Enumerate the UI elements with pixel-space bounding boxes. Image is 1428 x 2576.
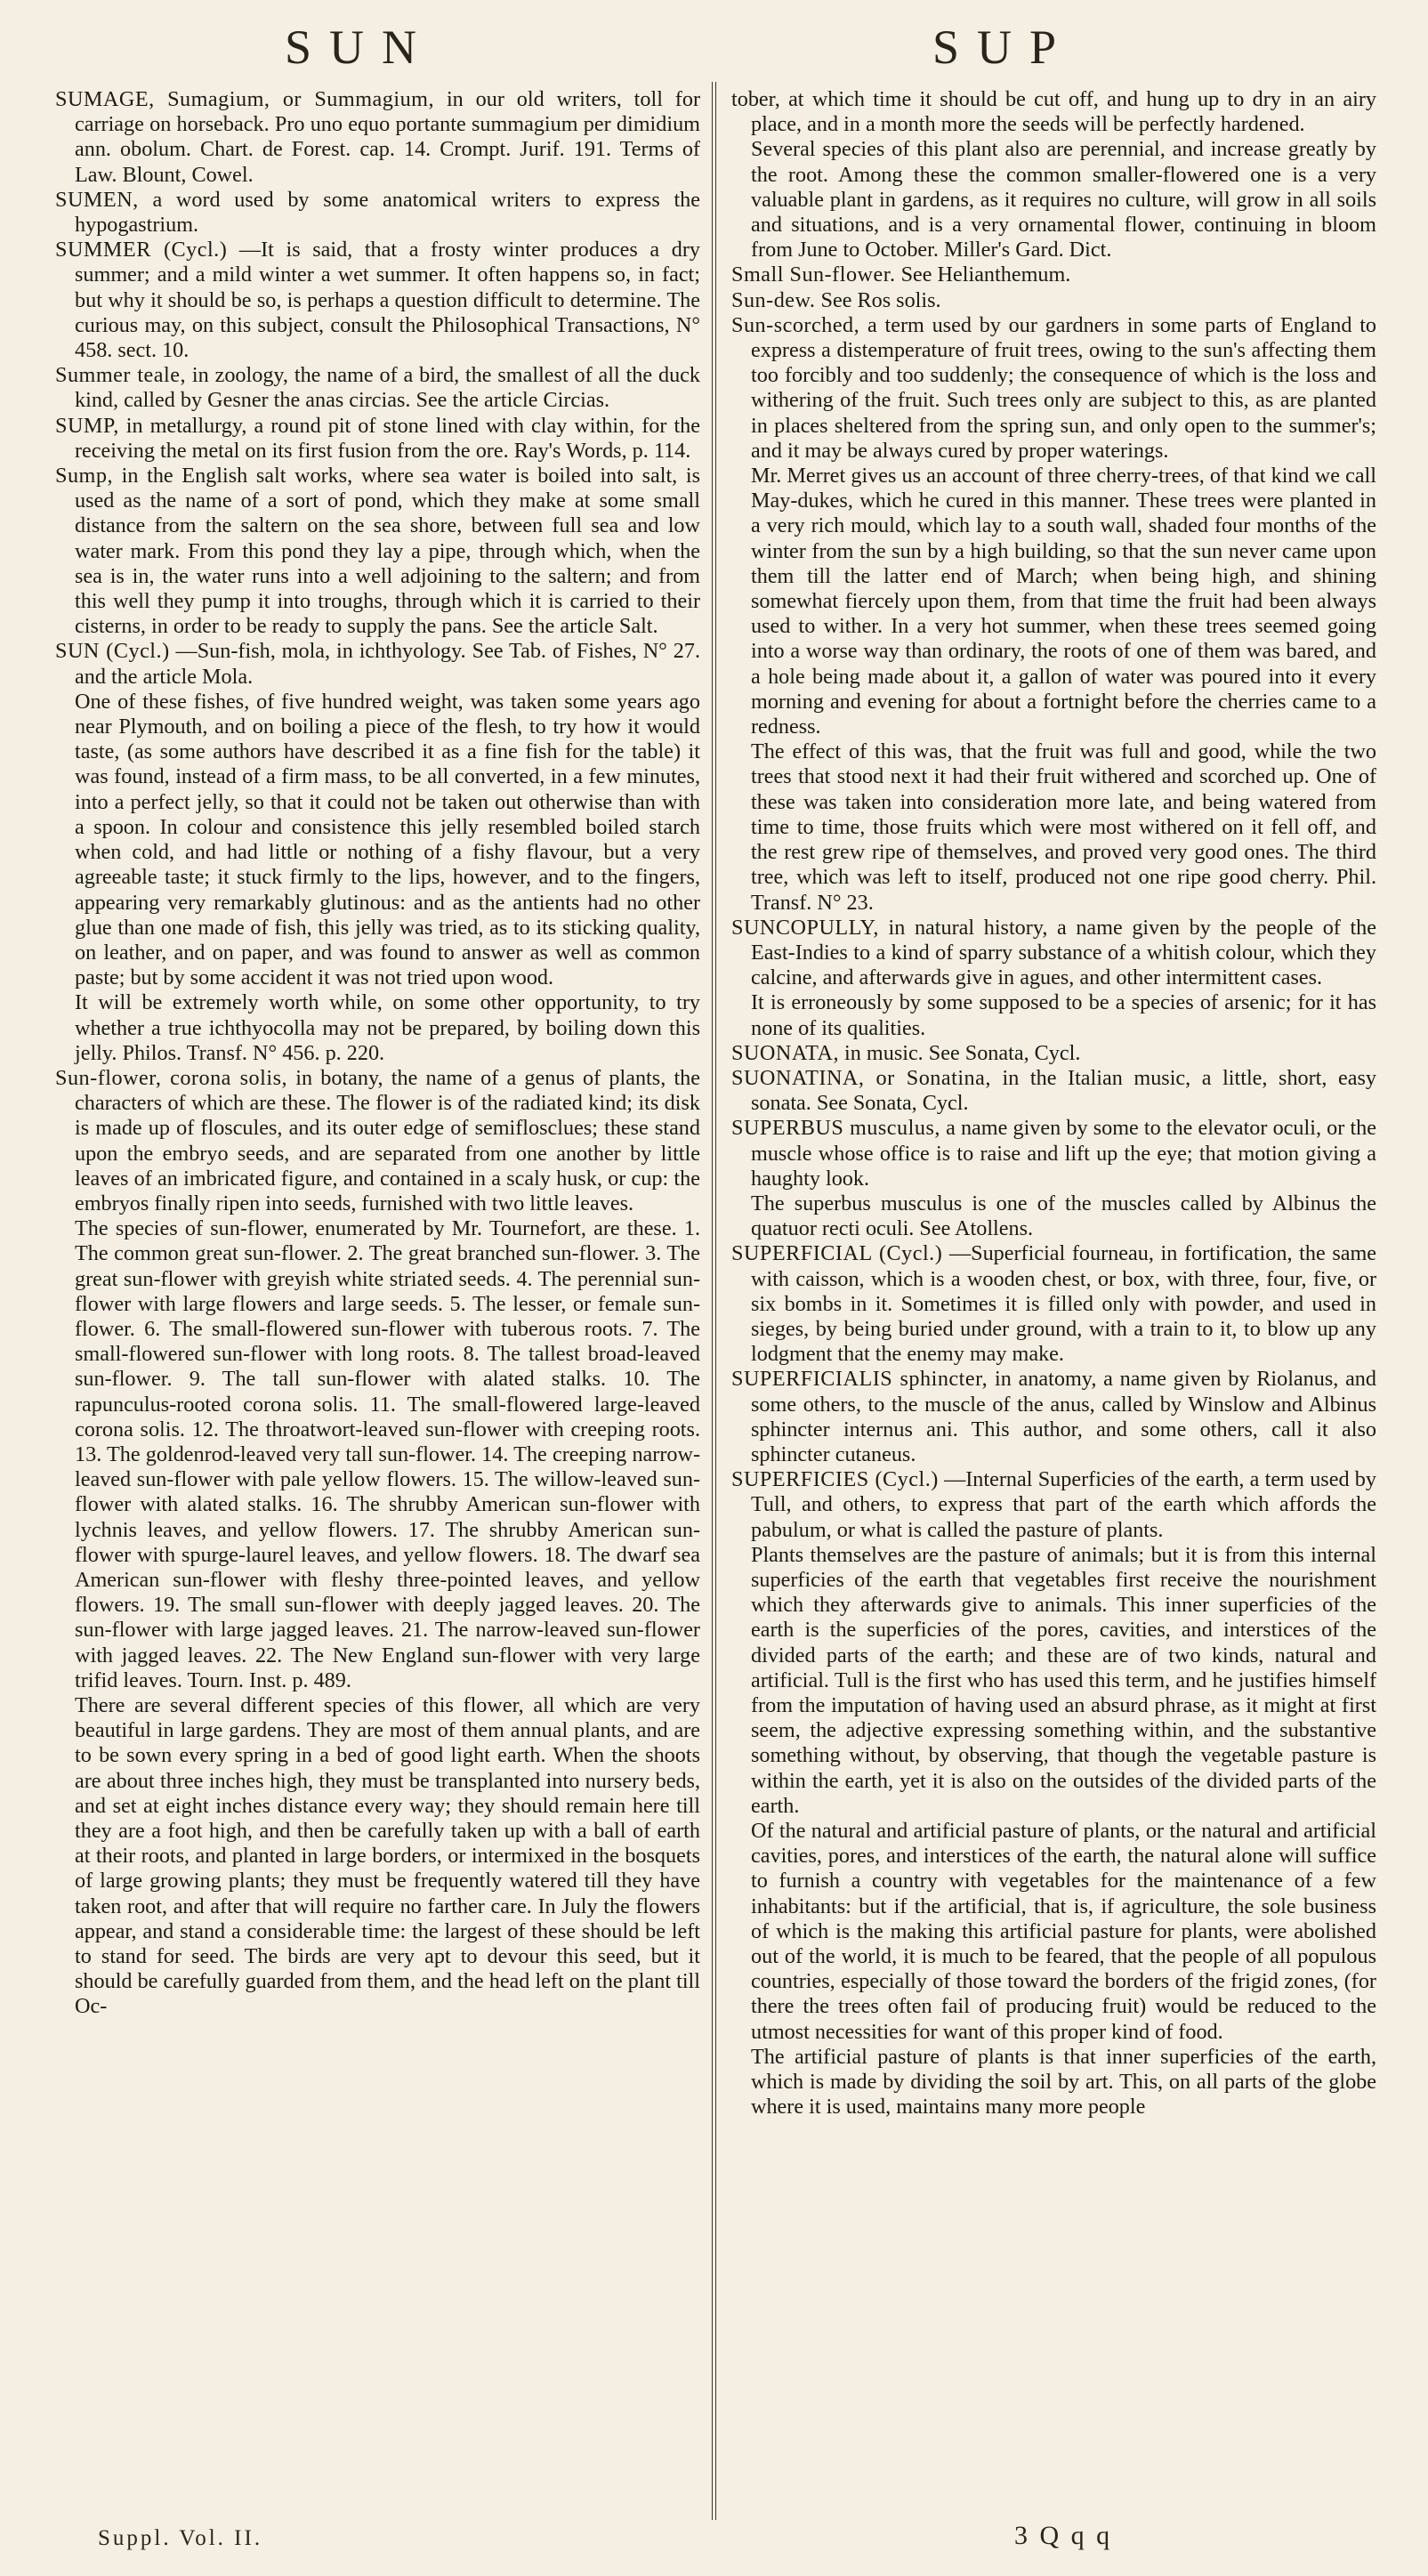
entry-paragraph xyxy=(731,2045,1376,2120)
entry-text: in natural history, a name given by the people of the East-Indies to a kind of sparry substance of a whitish colour, which they calcine, and afterwards give in agues, and other intermittent cases. xyxy=(751,915,1376,990)
dictionary-entry xyxy=(55,1066,700,2020)
entry-text: in anatomy, a name given by Riolanus, and some others, to the muscle of the anus, called by Winslow and Albinus sphincter internus ani. This author, and some others, call it also sphincter cutaneus. xyxy=(751,1367,1376,1466)
entry-paragraph xyxy=(55,188,700,238)
entry-headword: SUMMER (Cycl.) xyxy=(55,238,228,262)
entry-text: in metallurgy, a round pit of stone lined with clay within, for the receiving the metal on its first fusion from the ore. Ray's Words, p. 114. xyxy=(75,413,700,463)
entry-text: The artificial pasture of plants is that inner superficies of the earth, which is made by dividing the soil by art. This, on all parts of the globe where it is used, maintains many more people xyxy=(751,2044,1376,2120)
column-rule-double xyxy=(715,82,716,2520)
entry-paragraph xyxy=(731,1367,1376,1467)
entry-text: One of these fishes, of five hundred weight, was taken some years ago near Plymouth, and on boiling a piece of the flesh, to try how it would taste, (as some authors have described it as a fine fish for the table) it was found, instead of a firm mass, to be all converted, in a few minutes, into a perfect jelly, so that it could not be taken out otherwise than with a spoon. In colour and consistence this jelly resembled boiled starch when cold, and had little or nothing of a fishy flavour, but a very agreeable taste; it stuck firmly to the lips, however, and to the fingers, appearing very remarkably glutinous: and as the antients had no other glue than one made of fish, this jelly was tried, as to its sticking quality, on leather, and on paper, and was found to answer as well as common paste; but by some accident it was not tried upon wood. xyxy=(75,689,700,990)
entry-paragraph xyxy=(55,414,700,464)
entry-text: There are several different species of this flower, all which are very beautiful in large gardens. They are most of them annual plants, and are to be sown every spring in a bed of good light earth. When the shoots are about three inches high, they must be transplanted into nursery beds, and set at eight inches distance every way; they should remain here till they are a foot high, and then be carefully taken up with a ball of earth at their roots, and planted in large borders, or intermixed in the bosquets of large growing plants; they must be frequently watered till they have taken root, and after that will require no farther care. In July the flowers appear, and stand a considerable time: the largest of these should be left to stand for seed. The birds are very apt to devour this seed, but it should be carefully guarded from them, and the head left on the plant till Oc- xyxy=(75,1693,700,2019)
entry-text: The effect of this was, that the fruit was full and good, while the two trees that stood next it had their fruit withered and scorched up. One of these was taken into consideration more late, and being watered from time to time, those fruits which were most withered on it fell off, and the rest grew ripe of themselves, and proved very good ones. The third tree, which was left to itself, produced not one ripe good cherry. Phil. Transf. N° 23. xyxy=(751,739,1376,915)
entry-paragraph xyxy=(731,1191,1376,1241)
dictionary-entry xyxy=(55,414,700,464)
entry-paragraph xyxy=(731,1819,1376,2045)
dictionary-entry xyxy=(731,87,1376,262)
dictionary-entry xyxy=(731,262,1376,287)
entry-headword: SUMAGE, Sumagium, or Summagium, xyxy=(55,87,435,111)
entry-text: in botany, the name of a genus of plants, the characters of which are these. The flower is of the radiated kind; its disk is made up of floscules, and its outer edge of semiflosclues; these stand upon the embryo seeds, and are separated from one another by little leaves of an imbricated figure, and contained in a scaly husk, or cup: the embryos finally ripen into seeds, furnished with two little leaves. xyxy=(75,1065,700,1215)
entry-paragraph xyxy=(731,464,1376,739)
dictionary-entry xyxy=(731,1041,1376,1066)
entry-text: —It is said, that a frosty winter produces a dry summer; and a mild winter a wet summer. It often happens so, in fact; but why it should be so, is perhaps a question difficult to determine. The curious may, on this subject, consult the Philosophical Transactions, N° 458. sect. 10. xyxy=(75,238,700,363)
dictionary-entry xyxy=(731,1116,1376,1241)
entry-text: The species of sun-flower, enumerated by Mr. Tournefort, are these. 1. The common great sun-flower. 2. The great branched sun-flower. 3. The great sun-flower with greyish white striated seeds. 4. The perennial sun-flower with large flowers and large seeds. 5. The lesser, or female sun-flower. 6. The small-flowered sun-flower with tuberous roots. 7. The small-flowered sun-flower with long roots. 8. The tallest broad-leaved sun-flower. 9. The tall sun-flower with alated stalks. 10. The rapunculus-rooted corona solis. 11. The small-flowered large-leaved corona solis. 12. The throatwort-leaved sun-flower with creeping roots. 13. The goldenrod-leaved very tall sun-flower. 14. The creeping narrow-leaved sun-flower with pale yellow flowers. 15. The willow-leaved sun-flower with alated stalks. 16. The shrubby American sun-flower with lychnis leaves, and yellow flowers. 17. The shrubby American sun-flower with spurge-laurel leaves, and yellow flowers. 18. The dwarf sea American sun-flower with fleshy three-pointed leaves, and yellow flowers. 19. The small sun-flower with deeply jagged leaves. 20. The sun-flower with large jagged leaves. 21. The narrow-leaved sun-flower with jagged leaves. 22. The New England sun-flower with very large trifid leaves. Tourn. Inst. p. 489. xyxy=(75,1216,700,1692)
entry-text: in the English salt works, where sea water is boiled into salt, is used as the name of a sort of pond, which they make at some small distance from the saltern on the sea shore, between full sea and low water mark. From this pond they lay a pipe, through which, when the sea is in, the water runs into a well adjoining to the saltern; and from this well they pump it into troughs, through which it is carried to their cisterns, in order to be ready to supply the pans. See the article Salt. xyxy=(75,464,700,639)
entry-text: Mr. Merret gives us an account of three cherry-trees, of that kind we call May-dukes, which he cured in this manner. These trees were planted in a very rich mould, which lay to a south wall, shaded four months of the winter from the sun by a high building, so that the sun never came upon them till the latter end of March; when being high, and shining somewhat fiercely upon them, from that time the fruit had been always used to wither. In a very hot summer, when these trees seemed going into a worse way than ordinary, the roots of one of them was bared, and a hole being made about it, a gallon of water was poured into it every morning and evening for about a fortnight before the cherries came to a redness. xyxy=(751,464,1376,739)
entry-text: It will be extremely worth while, on some other opportunity, to try whether a true ichthyocolla may not be prepared, by boiling down this jelly. Philos. Transf. N° 456. p. 220. xyxy=(75,990,700,1065)
dictionary-entry xyxy=(55,87,700,188)
entry-headword: Sump, xyxy=(55,464,114,489)
entry-paragraph xyxy=(731,1543,1376,1819)
entry-paragraph xyxy=(55,1693,700,2020)
entry-headword: SUONATA, xyxy=(731,1040,839,1065)
entry-text: —Superficial fourneau, in fortification, the same with caisson, which is a wooden chest, or box, with three, four, five, or six bombs in it. Sometimes it is filled only with powder, and used in sieges, by being buried under ground, with a train to it, to blow up any lodgment that the enemy may make. xyxy=(751,1241,1376,1367)
entry-text: —Sun-fish, mola, in ichthyology. See Tab. of Fishes, N° 27. and the article Mola. xyxy=(75,639,700,689)
entry-text: —Internal Superficies of the earth, a term used by Tull, and others, to express that part of the earth which affords the pabulum, or what is called the pasture of plants. xyxy=(751,1467,1376,1542)
entry-paragraph xyxy=(731,916,1376,991)
entry-paragraph xyxy=(731,1116,1376,1191)
entry-paragraph xyxy=(731,1467,1376,1543)
entry-text: tober, at which time it should be cut off, and hung up to dry in an airy place, and in a month more the seeds will be perfectly hardened. xyxy=(731,87,1376,137)
entry-paragraph xyxy=(55,990,700,1066)
entry-headword: SUPERFICIALIS sphincter, xyxy=(731,1367,988,1392)
entry-text: a word used by some anatomical writers to express the hypogastrium. xyxy=(75,187,700,238)
entry-headword: Small Sun-flower. xyxy=(731,262,896,287)
entry-paragraph xyxy=(55,1066,700,1216)
dictionary-entry xyxy=(55,363,700,413)
entry-paragraph xyxy=(55,690,700,990)
gathering-signature: 3 Q q q xyxy=(1014,2521,1113,2550)
entry-paragraph xyxy=(55,87,700,188)
entry-paragraph xyxy=(731,137,1376,262)
entry-headword: SUN (Cycl.) xyxy=(55,639,170,664)
entry-text: See Helianthemum. xyxy=(900,262,1071,287)
dictionary-entry xyxy=(731,1367,1376,1467)
entry-text: in zoology, the name of a bird, the smallest of all the duck kind, called by Gesner the anas circias. See the article Circias. xyxy=(75,363,700,413)
dictionary-entry xyxy=(731,916,1376,1041)
entry-text: in the Italian music, a little, short, easy sonata. See Sonata, Cycl. xyxy=(751,1065,1376,1116)
entry-headword: SUONATINA, or Sonatina, xyxy=(731,1065,991,1090)
entry-headword: Summer teale, xyxy=(55,363,187,388)
entry-headword: SUPERFICIES (Cycl.) xyxy=(731,1467,939,1492)
entry-paragraph xyxy=(731,739,1376,915)
entry-headword: Sun-flower, corona solis, xyxy=(55,1065,288,1090)
entry-paragraph xyxy=(55,1216,700,1693)
left-column xyxy=(55,87,700,2514)
entry-paragraph xyxy=(731,990,1376,1040)
entry-text: See Ros solis. xyxy=(820,287,941,312)
entry-headword: SUMEN, xyxy=(55,187,139,212)
entry-paragraph xyxy=(731,1241,1376,1367)
entry-headword: SUMP, xyxy=(55,413,119,438)
entry-paragraph xyxy=(731,288,1376,313)
dictionary-entry xyxy=(731,1066,1376,1116)
entry-paragraph xyxy=(731,1041,1376,1066)
dictionary-entry xyxy=(55,639,700,1065)
dictionary-entry xyxy=(731,1241,1376,1367)
dictionary-entry xyxy=(55,238,700,363)
entry-paragraph xyxy=(731,1066,1376,1116)
entry-text: The superbus musculus is one of the muscles called by Albinus the quatuor recti oculi. See Atollens. xyxy=(751,1191,1376,1241)
dictionary-entry xyxy=(731,1467,1376,2120)
entry-text: Plants themselves are the pasture of animals; but it is from this internal superficies of the earth that vegetables first receive the nourishment which they afterwards give to animals. This inner superficies of the earth is the superficies of the pores, cavities, and interstices of the divided parts of the earth; and these are of two kinds, natural and artificial. Tull is the first who has used this term, and he justifies himself from the imputation of having used an absurd phrase, as it might at first seem, the adjective expressing something within, and the substantive something without, by observing, that though the vegetable pasture is within the earth, yet it is also on the outsides of the divided parts of the earth. xyxy=(751,1542,1376,1818)
entry-headword: Sun-dew. xyxy=(731,287,816,312)
entry-headword: SUPERFICIAL (Cycl.) xyxy=(731,1241,943,1266)
entry-text: Several species of this plant also are perennial, and increase greatly by the root. Among these the common smaller-flowered one is a very valuable plant in gardens, as it requires no culture, will grow in all soils and situations, and is a very ornamental flower, continuing in bloom from June to October. Miller's Gard. Dict. xyxy=(751,137,1376,262)
running-head-right: SUP xyxy=(932,20,1075,74)
entry-headword: SUNCOPULLY, xyxy=(731,915,879,940)
right-column xyxy=(731,87,1376,2514)
entry-paragraph xyxy=(55,464,700,639)
running-head-left: SUN xyxy=(285,20,435,74)
dictionary-entry xyxy=(55,188,700,238)
entry-paragraph xyxy=(55,639,700,689)
entry-text: in our old writers, toll for carriage on horseback. Pro uno equo portante summagium per dimidium ann. obolum. Chart. de Forest. cap. 14. Crompt. Jurif. 191. Terms of Law. Blount, Cowel. xyxy=(75,87,700,187)
column-rule xyxy=(712,82,713,2520)
entry-text: in music. See Sonata, Cycl. xyxy=(844,1040,1081,1065)
entry-text: a name given by some to the elevator oculi, or the muscle whose office is to raise and lift up the eye; that motion giving a haughty look. xyxy=(751,1116,1376,1191)
entry-paragraph xyxy=(55,363,700,413)
dictionary-entry xyxy=(55,464,700,639)
entry-text: It is erroneously by some supposed to be a species of arsenic; for it has none of its qualities. xyxy=(751,990,1376,1040)
volume-signature: Suppl. Vol. II. xyxy=(98,2526,263,2550)
entry-text: Of the natural and artificial pasture of plants, or the natural and artificial cavities, pores, and interstices of the earth, the natural alone will suffice to furnish a country with vegetables for the maintenance of a few inhabitants: but if the artificial, that is, if agriculture, the sole business of which is the making this artificial pasture for plants, were abolished out of the world, it is much to be feared, that the people of all populous countries, especially of those toward the borders of the frigid zones, (for there the trees often fail of producing fruit) would be reduced to the utmost necessities for want of this proper kind of food. xyxy=(751,1819,1376,2044)
entry-paragraph xyxy=(731,313,1376,464)
entry-paragraph xyxy=(731,87,1376,137)
entry-headword: SUPERBUS musculus, xyxy=(731,1116,940,1141)
entry-text: a term used by our gardners in some parts of England to express a distemperature of fruit trees, owing to the sun's affecting them too forcibly and too suddenly; the consequence of which is the loss and withering of the fruit. Such trees only are subject to this, as are planted in places sheltered from the spring sun, and only open to the summer's; and it may be always cured by proper waterings. xyxy=(751,312,1376,463)
entry-paragraph xyxy=(55,238,700,363)
entry-paragraph xyxy=(731,262,1376,287)
dictionary-entry xyxy=(731,313,1376,916)
entry-headword: Sun-scorched, xyxy=(731,312,860,337)
dictionary-entry xyxy=(731,288,1376,313)
